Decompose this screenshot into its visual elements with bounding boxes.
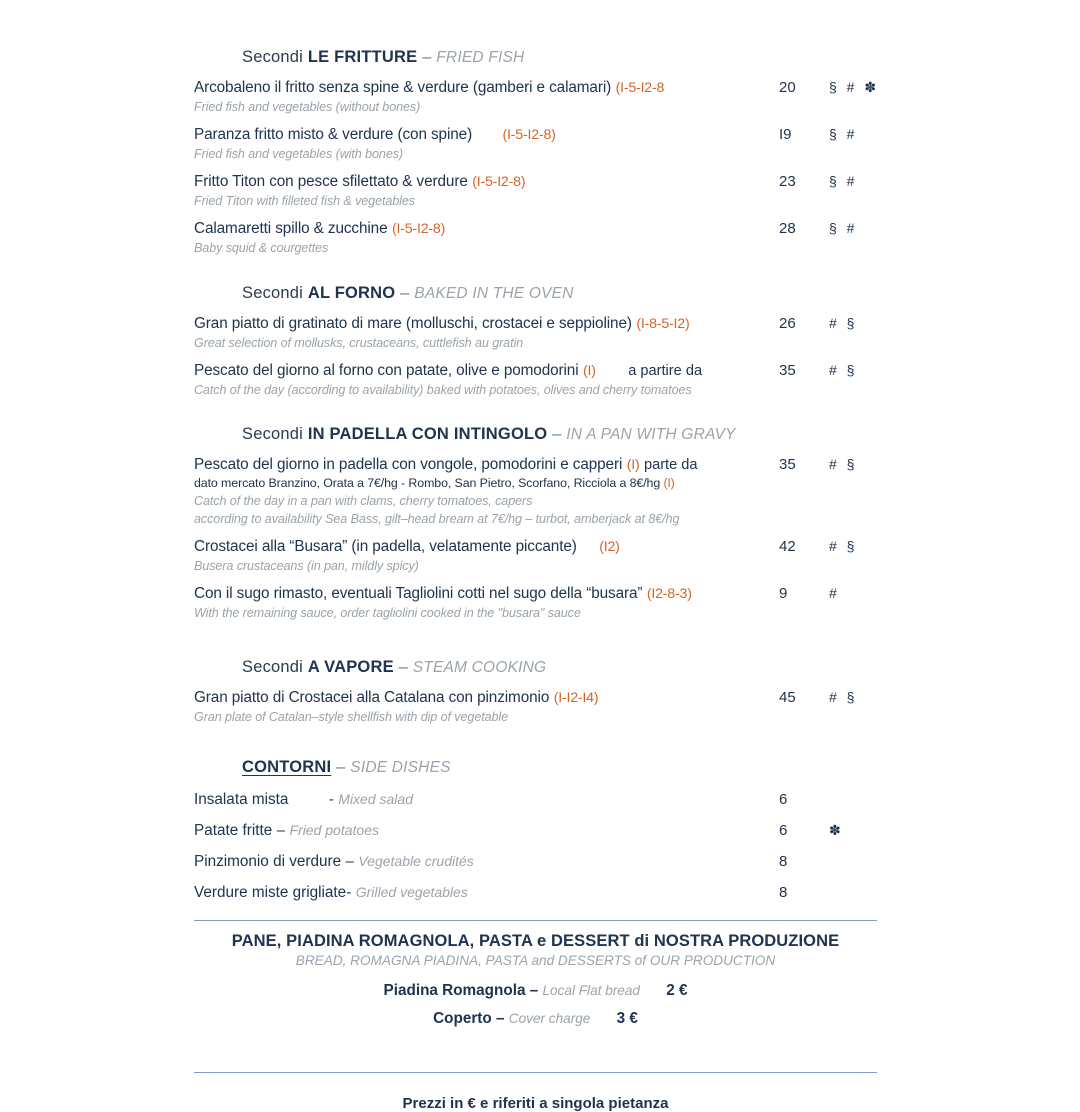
- side-dish-price: 6: [779, 821, 788, 839]
- side-dish-price: 6: [779, 790, 788, 808]
- production-subtitle: BREAD, ROMAGNA PIADINA, PASTA and DESSERTS of OUR PRODUCTION: [295, 952, 776, 968]
- side-dish-name-it: Patate fritte: [194, 821, 273, 839]
- dish-note-it: parte da: [643, 457, 698, 473]
- dish-allergens: (I): [626, 457, 640, 473]
- menu-item: [194, 79, 880, 116]
- dish-price: 20: [779, 79, 796, 96]
- section-english: FRIED FISH: [436, 49, 525, 66]
- dish-name-en: Catch of the day in a pan with clams, cherry tomatoes, capers: [194, 493, 533, 508]
- side-dish-name-en: Mixed salad: [338, 790, 413, 807]
- menu-item: [194, 689, 877, 726]
- side-dish-name-it: Insalata mista: [194, 790, 289, 808]
- dish-marks: # §: [829, 362, 858, 378]
- dish-name-en: With the remaining sauce, order tagliolini cooked in the "busara" sauce: [194, 605, 581, 620]
- side-dish-sep: -: [328, 790, 334, 808]
- dish-allergens: (I-I2-I4): [553, 689, 599, 706]
- dish-price: 9: [779, 584, 788, 602]
- section-english: STEAM COOKING: [412, 658, 547, 676]
- menu-item: [194, 538, 877, 575]
- side-dish-row: [194, 884, 877, 904]
- footer-dash: –: [529, 981, 539, 999]
- dish-name-en: Fried fish and vegetables (with bones): [194, 147, 404, 161]
- dish-name-en: Great selection of mollusks, crustaceans, cuttlefish au gratin: [194, 336, 524, 350]
- dish-allergens: (I-5-I2-8: [615, 80, 665, 96]
- dish-price: 35: [779, 362, 796, 379]
- section-header-contorni: [194, 758, 877, 777]
- footer-label: Coperto: [433, 1009, 492, 1027]
- footer-line-piadina: [194, 982, 877, 1000]
- menu-item: [194, 362, 877, 399]
- dish-marks: # §: [829, 688, 858, 705]
- side-dish-price: 8: [779, 852, 788, 870]
- dish-name-it: Con il sugo rimasto, eventuali Tagliolini cotti nel sugo della “busara”: [194, 584, 643, 602]
- side-dish-price: 8: [779, 883, 788, 901]
- dish-allergens: (I2-8-3): [646, 585, 692, 602]
- menu-item: [194, 315, 877, 352]
- dish-price: I9: [779, 126, 792, 143]
- dish-marks: # §: [829, 537, 858, 554]
- dish-allergens: (I2): [599, 538, 620, 555]
- dish-marks: #: [829, 584, 840, 601]
- section-name: IN PADELLA CON INTINGOLO: [307, 425, 548, 443]
- section-name: A VAPORE: [307, 657, 394, 676]
- section-header-in-padella: [194, 425, 877, 444]
- section-english: IN A PAN WITH GRAVY: [566, 426, 736, 443]
- dish-marks: § # ✽: [829, 79, 880, 95]
- side-dish-name-it: Pinzimonio di verdure: [194, 852, 342, 870]
- dish-allergens: (I-5-I2-8): [502, 127, 556, 143]
- footer-label: Piadina Romagnola: [383, 981, 526, 999]
- section-dash: –: [336, 757, 346, 776]
- side-dish-row: [194, 822, 877, 842]
- dish-price: 26: [779, 315, 796, 332]
- menu-item: [194, 173, 877, 210]
- section-dash: –: [422, 48, 432, 66]
- dish-name-en: Catch of the day (according to availability) baked with potatoes, olives and cherry tomatoes: [194, 383, 692, 397]
- side-dish-name-en: Fried potatoes: [289, 821, 379, 838]
- section-dash: –: [400, 284, 410, 302]
- dish-marks: § #: [829, 173, 858, 189]
- section-header-fritture: [194, 48, 877, 67]
- dish-marks: § #: [829, 220, 858, 236]
- side-dish-name-en: Vegetable crudités: [358, 852, 474, 869]
- side-dish-row: [194, 791, 877, 811]
- section-name: AL FORNO: [307, 284, 396, 302]
- section-dash: –: [398, 657, 408, 676]
- dish-name-it: Gran piatto di gratinato di mare (molluschi, crostacei e seppioline): [194, 315, 632, 332]
- dish-name-it: Paranza fritto misto & verdure (con spine): [194, 126, 473, 143]
- footer-dash: –: [496, 1009, 505, 1027]
- dish-name-en: Fried Titon with filleted fish & vegetables: [194, 194, 415, 208]
- dish-name-en: Fried fish and vegetables (without bones): [194, 100, 421, 114]
- dish-price: 35: [779, 456, 796, 473]
- dish-price: 42: [779, 537, 796, 555]
- dish-name-en: Busera crustaceans (in pan, mildly spicy): [194, 558, 419, 573]
- dish-name-en: Gran plate of Catalan–style shellfish with dip of vegetable: [194, 709, 509, 724]
- section-name: LE FRITTURE: [307, 48, 418, 66]
- dish-subnote-it: [194, 475, 877, 492]
- menu-item: [194, 126, 877, 163]
- section-kicker: Secondi: [242, 657, 304, 676]
- menu-content: [194, 0, 880, 1112]
- footer-label-en: Cover charge: [508, 1010, 591, 1026]
- side-dish-name-it: Verdure miste grigliate-: [194, 883, 352, 901]
- section-kicker: Secondi: [242, 284, 304, 302]
- divider-top: [194, 920, 877, 921]
- menu-item: [194, 456, 877, 528]
- dish-subnote-text: dato mercato Branzino, Orata a 7€/hg - Rombo, San Pietro, Scorfano, Ricciola a 8€/hg: [194, 476, 661, 490]
- price-note: Prezzi in € e riferiti a singola pietanza: [402, 1094, 669, 1112]
- side-dish-sep: –: [345, 852, 354, 870]
- section-header-al-forno: [194, 284, 877, 303]
- section-header-a-vapore: [194, 658, 877, 677]
- dish-price: 45: [779, 688, 796, 706]
- dish-name-it: Arcobaleno il fritto senza spine & verdure (gamberi e calamari): [194, 79, 612, 96]
- section-dash: –: [552, 425, 562, 443]
- side-dish-marks: ✽: [829, 821, 844, 838]
- production-title: PANE, PIADINA ROMAGNOLA, PASTA e DESSERT di NOSTRA PRODUZIONE: [231, 931, 840, 950]
- dish-name-it: Pescato del giorno in padella con vongole, pomodorini e capperi: [194, 456, 623, 473]
- menu-item: [194, 585, 877, 622]
- dish-note-it: a partire da: [628, 363, 703, 379]
- section-english: SIDE DISHES: [350, 758, 451, 776]
- dish-allergens: (I-5-I2-8): [472, 174, 526, 190]
- footer-price: 2 €: [666, 981, 688, 999]
- dish-name-it: Pescato del giorno al forno con patate, olive e pomodorini: [194, 362, 579, 379]
- dish-name-en: Baby squid & courgettes: [194, 241, 329, 255]
- dish-allergens: (I-8-5-I2): [636, 316, 690, 332]
- dish-name-it: Crostacei alla “Busara” (in padella, velatamente piccante): [194, 537, 577, 555]
- dish-marks: # §: [829, 456, 858, 472]
- dish-marks: § #: [829, 126, 858, 142]
- dish-subnote-allergens: (I): [663, 476, 675, 490]
- production-footer: [194, 932, 877, 1028]
- dish-allergens: (I-5-I2-8): [391, 221, 446, 237]
- dish-name-it: Calamaretti spillo & zucchine: [194, 220, 388, 237]
- dish-allergens: (I): [582, 363, 596, 379]
- dish-marks: # §: [829, 315, 858, 331]
- dish-name-it: Gran piatto di Crostacei alla Catalana con pinzimonio: [194, 688, 550, 706]
- section-name: CONTORNI: [242, 757, 332, 776]
- menu-item: [194, 220, 877, 257]
- side-dish-name-en: Grilled vegetables: [355, 883, 468, 900]
- section-kicker: Secondi: [242, 425, 304, 443]
- footer-price: 3 €: [616, 1009, 638, 1027]
- section-english: BAKED IN THE OVEN: [414, 285, 574, 302]
- footer-label-en: Local Flat bread: [542, 982, 640, 998]
- section-kicker: Secondi: [242, 48, 304, 66]
- dish-price: 28: [779, 220, 796, 237]
- side-dish-sep: –: [276, 821, 286, 839]
- side-dish-row: [194, 853, 877, 873]
- dish-name-it: Fritto Titon con pesce sfilettato & verdure: [194, 173, 468, 190]
- dish-subnote-en: according to availability Sea Bass, gilt–head bream at 7€/hg – turbot, amberjack at 8€/hg: [194, 511, 680, 526]
- footer-line-coperto: [194, 1010, 877, 1028]
- dish-price: 23: [779, 173, 796, 190]
